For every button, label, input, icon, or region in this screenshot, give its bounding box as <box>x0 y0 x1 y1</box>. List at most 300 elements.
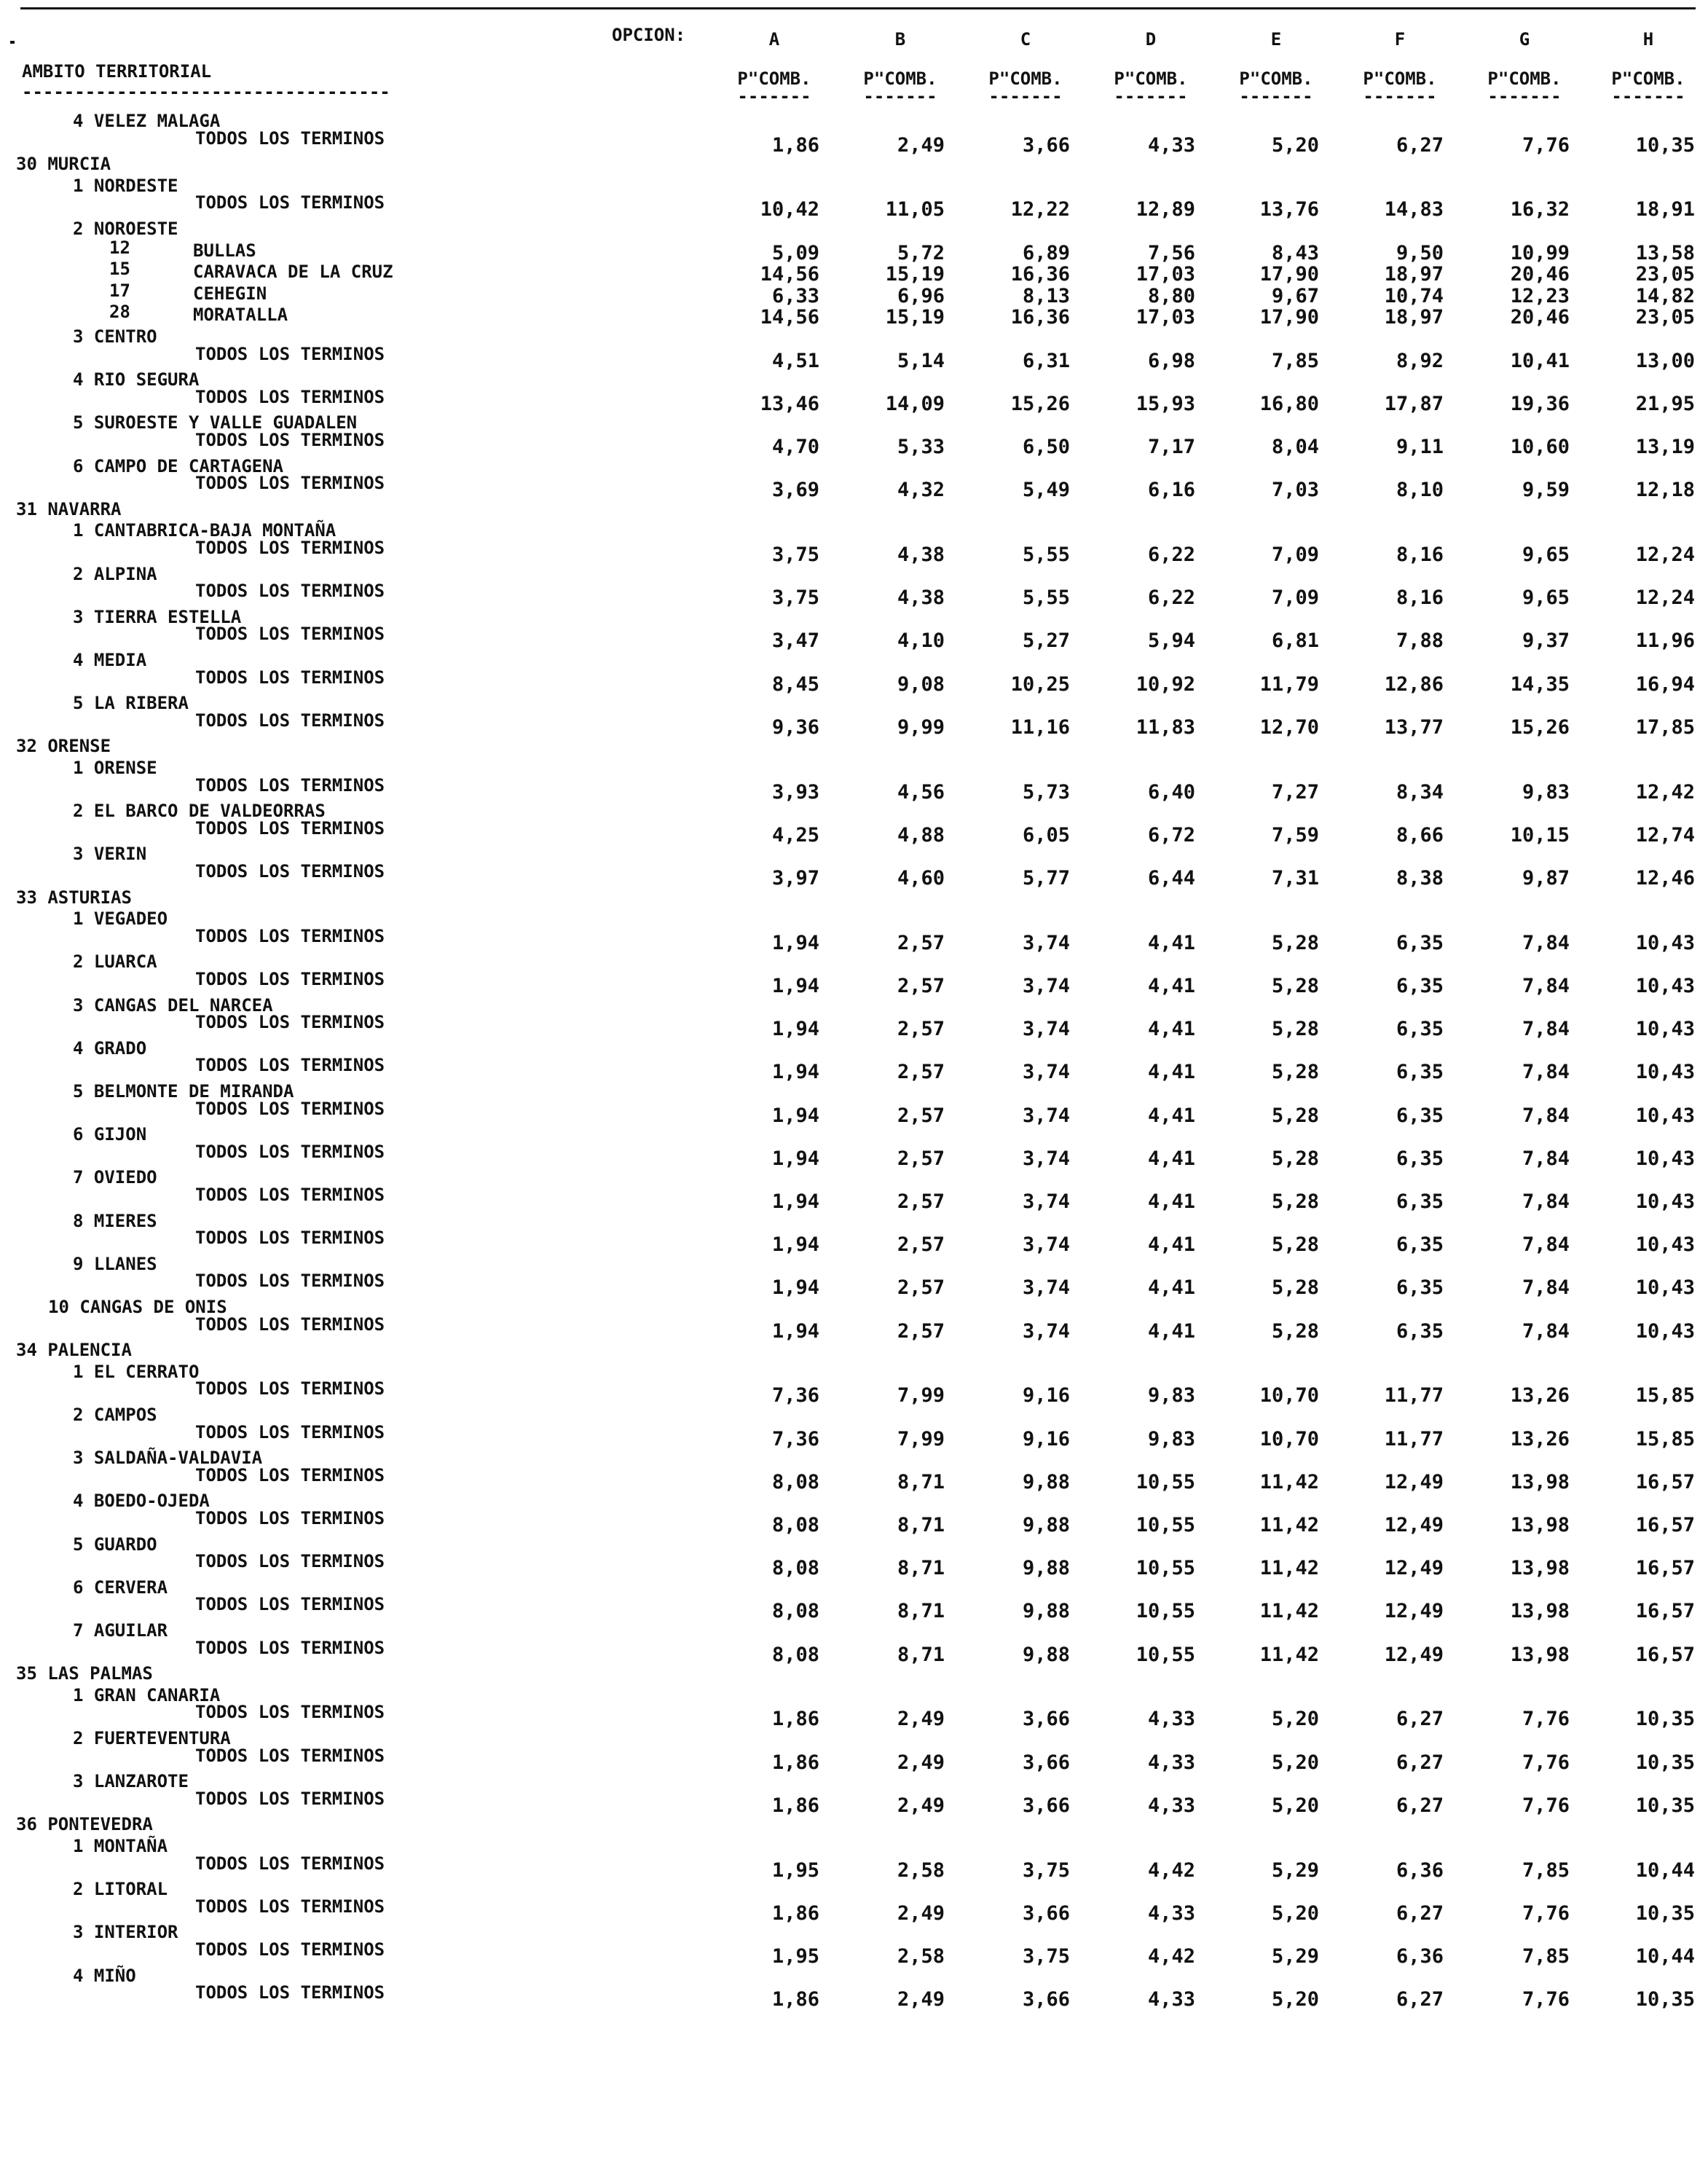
value-b: 4,60 <box>897 867 945 890</box>
row-label: TODOS LOS TERMINOS <box>195 1055 385 1076</box>
value-e: 5,28 <box>1271 1190 1319 1213</box>
row-label: TODOS LOS TERMINOS <box>195 1141 385 1162</box>
value-e: 5,28 <box>1271 931 1319 954</box>
row-label: 1 MONTAÑA <box>73 1836 168 1856</box>
value-f: 11,77 <box>1384 1427 1444 1450</box>
value-a: 1,86 <box>771 1751 819 1774</box>
value-b: 2,58 <box>897 1858 945 1882</box>
value-g: 9,59 <box>1522 479 1570 502</box>
row-label: TODOS LOS TERMINOS <box>195 1637 385 1658</box>
value-h: 16,57 <box>1635 1514 1695 1536</box>
value-f: 6,35 <box>1396 931 1444 954</box>
value-h: 10,44 <box>1635 1945 1695 1968</box>
row-label: TODOS LOS TERMINOS <box>195 581 385 602</box>
value-a: 1,86 <box>771 1988 819 2011</box>
row-label: 4 MIÑO <box>73 1965 136 1986</box>
value-e: 5,20 <box>1271 1751 1319 1774</box>
value-d: 4,33 <box>1147 1708 1195 1731</box>
row-label: TODOS LOS TERMINOS <box>195 430 385 450</box>
value-e: 5,28 <box>1271 1276 1319 1300</box>
row-label: TODOS LOS TERMINOS <box>195 192 385 213</box>
row-label: 4 VELEZ MALAGA <box>73 111 221 131</box>
value-d: 4,41 <box>1147 1233 1195 1257</box>
value-h: 10,43 <box>1635 931 1695 954</box>
value-g: 12,23 <box>1510 284 1570 307</box>
value-h: 23,05 <box>1635 306 1695 329</box>
value-h: 14,82 <box>1635 284 1695 307</box>
value-c: 5,55 <box>1022 586 1070 610</box>
value-d: 8,80 <box>1147 284 1195 307</box>
value-a: 1,95 <box>771 1858 819 1882</box>
ambito-territorial-heading: AMBITO TERRITORIAL <box>22 61 212 82</box>
value-c: 3,74 <box>1022 931 1070 954</box>
value-b: 5,33 <box>897 436 945 458</box>
value-e: 10,70 <box>1259 1384 1319 1408</box>
value-h: 16,57 <box>1635 1557 1695 1580</box>
value-d: 10,92 <box>1136 672 1195 696</box>
value-b: 4,56 <box>897 780 945 804</box>
value-e: 5,29 <box>1271 1858 1319 1882</box>
value-g: 10,41 <box>1510 349 1570 372</box>
value-f: 10,74 <box>1384 284 1444 307</box>
value-a: 1,94 <box>771 931 819 954</box>
value-d: 6,44 <box>1147 867 1195 890</box>
value-c: 3,74 <box>1022 1061 1070 1084</box>
value-e: 5,28 <box>1271 1061 1319 1084</box>
value-b: 6,96 <box>897 284 945 307</box>
value-c: 15,26 <box>1010 392 1070 415</box>
value-b: 2,57 <box>897 1319 945 1343</box>
value-f: 8,10 <box>1396 479 1444 502</box>
value-h: 10,43 <box>1635 1104 1695 1127</box>
value-e: 5,28 <box>1271 1104 1319 1127</box>
value-d: 12,89 <box>1136 198 1195 221</box>
value-f: 8,34 <box>1396 780 1444 804</box>
value-g: 7,76 <box>1522 1794 1570 1817</box>
value-b: 4,38 <box>897 586 945 610</box>
value-h: 11,96 <box>1635 629 1695 653</box>
value-c: 9,88 <box>1022 1514 1070 1536</box>
value-e: 7,85 <box>1271 349 1319 372</box>
value-c: 3,74 <box>1022 1276 1070 1300</box>
row-label: 3 LANZAROTE <box>73 1771 189 1792</box>
column-letter-f: F <box>1394 29 1406 50</box>
value-b: 2,49 <box>897 133 945 157</box>
value-d: 10,55 <box>1136 1514 1195 1536</box>
value-b: 2,57 <box>897 1276 945 1300</box>
value-h: 23,05 <box>1635 263 1695 286</box>
row-label: TODOS LOS TERMINOS <box>195 1594 385 1615</box>
column-underline: ------- <box>988 86 1063 106</box>
value-g: 13,26 <box>1510 1427 1570 1450</box>
row-label: 1 VEGADEO <box>73 908 168 930</box>
value-b: 9,08 <box>897 672 945 696</box>
row-label: TODOS LOS TERMINOS <box>195 538 385 558</box>
row-label: 1 CANTABRICA-BAJA MONTAÑA <box>73 520 337 541</box>
value-e: 11,42 <box>1259 1600 1319 1623</box>
value-e: 7,27 <box>1271 780 1319 804</box>
value-g: 20,46 <box>1510 306 1570 329</box>
value-b: 4,38 <box>897 543 945 566</box>
row-label: 6 GIJON <box>73 1124 147 1145</box>
value-b: 2,49 <box>897 1708 945 1731</box>
row-label: 31 NAVARRA <box>16 498 122 519</box>
value-d: 9,83 <box>1147 1384 1195 1408</box>
row-label: 2 FUERTEVENTURA <box>73 1728 231 1748</box>
value-f: 6,27 <box>1396 1901 1444 1925</box>
value-c: 9,16 <box>1022 1427 1070 1450</box>
row-label: 8 MIERES <box>73 1210 157 1231</box>
column-letter-g: G <box>1519 29 1530 50</box>
value-f: 8,38 <box>1396 867 1444 890</box>
row-label: 2 LUARCA <box>73 951 157 973</box>
value-f: 17,87 <box>1384 392 1444 415</box>
value-a: 1,94 <box>771 1018 819 1041</box>
value-d: 15,93 <box>1136 392 1195 415</box>
value-a: 3,69 <box>771 479 819 502</box>
row-label: TODOS LOS TERMINOS <box>195 1853 385 1874</box>
value-f: 6,35 <box>1396 975 1444 997</box>
value-d: 4,42 <box>1147 1945 1195 1968</box>
value-d: 4,41 <box>1147 1276 1195 1300</box>
value-b: 15,19 <box>885 263 945 286</box>
value-h: 16,57 <box>1635 1470 1695 1493</box>
value-g: 7,84 <box>1522 1018 1570 1041</box>
column-letter-c: C <box>1020 29 1031 50</box>
value-a: 10,42 <box>760 198 819 221</box>
value-d: 7,56 <box>1147 241 1195 264</box>
value-b: 11,05 <box>885 198 945 221</box>
value-e: 5,29 <box>1271 1945 1319 1968</box>
value-d: 10,55 <box>1136 1557 1195 1580</box>
value-f: 7,88 <box>1396 629 1444 653</box>
value-e: 8,04 <box>1271 436 1319 458</box>
value-a: 7,36 <box>771 1427 819 1450</box>
value-g: 13,98 <box>1510 1643 1570 1666</box>
row-label: 2 ALPINA <box>73 563 157 584</box>
value-c: 9,88 <box>1022 1600 1070 1623</box>
row-label: TODOS LOS TERMINOS <box>195 1982 385 2003</box>
value-g: 10,15 <box>1510 823 1570 847</box>
value-d: 6,22 <box>1147 586 1195 610</box>
value-h: 12,42 <box>1635 780 1695 804</box>
value-f: 6,35 <box>1396 1190 1444 1213</box>
value-c: 3,66 <box>1022 1988 1070 2011</box>
value-g: 9,65 <box>1522 586 1570 610</box>
column-subheader: P"COMB. <box>863 68 937 89</box>
value-f: 6,35 <box>1396 1061 1444 1084</box>
value-c: 6,05 <box>1022 823 1070 847</box>
value-d: 4,33 <box>1147 1751 1195 1774</box>
value-d: 4,33 <box>1147 1988 1195 2011</box>
column-letter-b: B <box>894 29 906 50</box>
value-d: 6,16 <box>1147 479 1195 502</box>
row-label: TODOS LOS TERMINOS <box>195 1012 385 1033</box>
value-e: 5,20 <box>1271 1988 1319 2011</box>
value-f: 8,16 <box>1396 543 1444 566</box>
value-g: 13,98 <box>1510 1470 1570 1493</box>
value-e: 12,70 <box>1259 715 1319 739</box>
value-a: 8,08 <box>771 1470 819 1493</box>
value-a: 4,51 <box>771 349 819 372</box>
value-a: 5,09 <box>771 241 819 264</box>
value-h: 10,43 <box>1635 1319 1695 1343</box>
row-label: 2 CAMPOS <box>73 1405 157 1425</box>
value-b: 2,57 <box>897 1233 945 1257</box>
value-a: 8,08 <box>771 1514 819 1536</box>
value-d: 10,55 <box>1136 1470 1195 1493</box>
value-d: 4,33 <box>1147 1794 1195 1817</box>
value-d: 4,41 <box>1147 1319 1195 1343</box>
row-label: TODOS LOS TERMINOS <box>195 1098 385 1119</box>
row-label: TODOS LOS TERMINOS <box>195 1314 385 1335</box>
row-label: 36 PONTEVEDRA <box>16 1814 153 1835</box>
value-f: 12,49 <box>1384 1514 1444 1536</box>
value-h: 15,85 <box>1635 1427 1695 1450</box>
value-b: 5,72 <box>897 241 945 264</box>
value-b: 2,49 <box>897 1901 945 1925</box>
value-c: 9,16 <box>1022 1384 1070 1408</box>
row-label: TODOS LOS TERMINOS <box>195 1464 385 1485</box>
value-e: 5,28 <box>1271 975 1319 997</box>
value-c: 3,75 <box>1022 1945 1070 1968</box>
row-label: 30 MURCIA <box>16 154 111 175</box>
value-b: 2,57 <box>897 975 945 997</box>
value-d: 4,41 <box>1147 1190 1195 1213</box>
value-e: 17,90 <box>1259 263 1319 286</box>
value-b: 8,71 <box>897 1514 945 1536</box>
value-d: 4,42 <box>1147 1858 1195 1882</box>
value-a: 1,94 <box>771 1190 819 1213</box>
column-subheader: P"COMB. <box>1487 68 1562 89</box>
value-h: 10,43 <box>1635 1233 1695 1257</box>
value-c: 11,16 <box>1010 715 1070 739</box>
value-c: 5,27 <box>1022 629 1070 653</box>
column-subheader: P"COMB. <box>737 68 811 89</box>
column-subheader: P"COMB. <box>1239 68 1313 89</box>
value-g: 7,85 <box>1522 1858 1570 1882</box>
value-c: 3,66 <box>1022 1751 1070 1774</box>
value-f: 6,35 <box>1396 1319 1444 1343</box>
row-label: 1 NORDESTE <box>73 175 178 196</box>
value-c: 6,50 <box>1022 436 1070 458</box>
value-g: 7,76 <box>1522 1751 1570 1774</box>
column-underline: ------- <box>1487 86 1562 106</box>
row-label: 5 BELMONTE DE MIRANDA <box>73 1081 294 1102</box>
value-g: 7,84 <box>1522 1061 1570 1084</box>
value-c: 3,66 <box>1022 133 1070 157</box>
value-c: 12,22 <box>1010 198 1070 221</box>
value-b: 9,99 <box>897 715 945 739</box>
value-e: 11,42 <box>1259 1514 1319 1536</box>
value-f: 6,35 <box>1396 1018 1444 1041</box>
municipality-code: 28 <box>109 302 130 323</box>
value-g: 13,98 <box>1510 1557 1570 1580</box>
value-a: 7,36 <box>771 1384 819 1408</box>
row-label: 5 LA RIBERA <box>73 693 189 714</box>
row-label: 35 LAS PALMAS <box>16 1663 153 1684</box>
value-c: 6,31 <box>1022 349 1070 372</box>
value-g: 16,32 <box>1510 198 1570 221</box>
value-f: 6,36 <box>1396 1858 1444 1882</box>
value-b: 2,57 <box>897 931 945 954</box>
value-f: 18,97 <box>1384 306 1444 329</box>
value-a: 14,56 <box>760 263 819 286</box>
row-label: TODOS LOS TERMINOS <box>195 1551 385 1572</box>
value-e: 7,59 <box>1271 823 1319 847</box>
value-e: 5,20 <box>1271 133 1319 157</box>
row-label: TODOS LOS TERMINOS <box>195 1378 385 1399</box>
value-g: 7,84 <box>1522 1104 1570 1127</box>
value-a: 14,56 <box>760 306 819 329</box>
value-g: 7,84 <box>1522 1233 1570 1257</box>
row-label: 2 LITORAL <box>73 1879 168 1900</box>
value-d: 17,03 <box>1136 306 1195 329</box>
ambito-underline: ----------------------------------- <box>22 82 390 102</box>
value-e: 13,76 <box>1259 198 1319 221</box>
value-d: 6,72 <box>1147 823 1195 847</box>
row-label: TODOS LOS TERMINOS <box>195 667 385 688</box>
column-underline: ------- <box>1611 86 1685 106</box>
value-b: 8,71 <box>897 1643 945 1666</box>
value-c: 9,88 <box>1022 1557 1070 1580</box>
value-b: 7,99 <box>897 1384 945 1408</box>
value-c: 3,74 <box>1022 1104 1070 1127</box>
column-subheader: P"COMB. <box>1363 68 1437 89</box>
row-label: 3 INTERIOR <box>73 1922 178 1943</box>
value-b: 8,71 <box>897 1600 945 1623</box>
value-a: 9,36 <box>771 715 819 739</box>
value-a: 1,94 <box>771 1276 819 1300</box>
value-a: 1,86 <box>771 1901 819 1925</box>
value-d: 4,33 <box>1147 1901 1195 1925</box>
value-a: 1,94 <box>771 1147 819 1170</box>
value-d: 11,83 <box>1136 715 1195 739</box>
value-c: 3,66 <box>1022 1708 1070 1731</box>
value-a: 1,94 <box>771 1104 819 1127</box>
value-e: 8,43 <box>1271 241 1319 264</box>
value-b: 8,71 <box>897 1557 945 1580</box>
value-c: 16,36 <box>1010 263 1070 286</box>
value-b: 2,57 <box>897 1147 945 1170</box>
top-rule <box>20 7 1696 9</box>
value-d: 4,41 <box>1147 931 1195 954</box>
value-b: 2,49 <box>897 1751 945 1774</box>
value-g: 7,76 <box>1522 1708 1570 1731</box>
row-label: 1 ORENSE <box>73 758 157 778</box>
value-g: 7,84 <box>1522 931 1570 954</box>
value-h: 10,44 <box>1635 1858 1695 1882</box>
value-g: 7,84 <box>1522 1276 1570 1300</box>
value-f: 8,92 <box>1396 349 1444 372</box>
value-e: 5,20 <box>1271 1901 1319 1925</box>
value-g: 9,87 <box>1522 867 1570 890</box>
value-b: 2,57 <box>897 1061 945 1084</box>
value-h: 16,57 <box>1635 1600 1695 1623</box>
value-a: 1,94 <box>771 1233 819 1257</box>
value-a: 1,86 <box>771 1708 819 1731</box>
value-a: 4,25 <box>771 823 819 847</box>
value-a: 4,70 <box>771 436 819 458</box>
opcion-label: OPCION: <box>612 25 686 45</box>
value-b: 2,57 <box>897 1104 945 1127</box>
column-underline: ------- <box>1239 86 1313 106</box>
row-label: CARAVACA DE LA CRUZ <box>193 262 393 283</box>
value-g: 13,98 <box>1510 1514 1570 1536</box>
column-underline: ------- <box>1114 86 1188 106</box>
row-label: TODOS LOS TERMINOS <box>195 817 385 839</box>
value-c: 3,66 <box>1022 1901 1070 1925</box>
row-label: TODOS LOS TERMINOS <box>195 861 385 882</box>
municipality-code: 12 <box>109 237 130 258</box>
value-h: 10,35 <box>1635 133 1695 157</box>
value-e: 7,09 <box>1271 586 1319 610</box>
column-letter-a: A <box>768 29 780 50</box>
row-label: CEHEGIN <box>193 283 267 304</box>
value-c: 16,36 <box>1010 306 1070 329</box>
value-d: 4,41 <box>1147 975 1195 997</box>
column-subheader: P"COMB. <box>988 68 1063 89</box>
row-label: 2 NOROESTE <box>73 219 178 239</box>
value-d: 4,41 <box>1147 1018 1195 1041</box>
value-e: 11,42 <box>1259 1643 1319 1666</box>
row-label: TODOS LOS TERMINOS <box>195 386 385 407</box>
value-h: 16,57 <box>1635 1643 1695 1666</box>
row-label: 10 CANGAS DE ONIS <box>48 1297 227 1317</box>
value-h: 13,58 <box>1635 241 1695 264</box>
value-g: 9,83 <box>1522 780 1570 804</box>
value-f: 12,49 <box>1384 1557 1444 1580</box>
value-c: 3,74 <box>1022 975 1070 997</box>
row-label: 3 CANGAS DEL NARCEA <box>73 994 273 1016</box>
row-label: 9 LLANES <box>73 1253 157 1274</box>
row-label: TODOS LOS TERMINOS <box>195 473 385 494</box>
value-g: 7,85 <box>1522 1945 1570 1968</box>
value-a: 8,08 <box>771 1557 819 1580</box>
value-d: 17,03 <box>1136 263 1195 286</box>
value-d: 9,83 <box>1147 1427 1195 1450</box>
column-underline: ------- <box>863 86 937 106</box>
row-label: TODOS LOS TERMINOS <box>195 925 385 946</box>
row-label: 4 GRADO <box>73 1037 147 1059</box>
row-label: TODOS LOS TERMINOS <box>195 774 385 796</box>
value-c: 5,73 <box>1022 780 1070 804</box>
row-label: 32 ORENSE <box>16 736 111 757</box>
value-f: 18,97 <box>1384 263 1444 286</box>
value-e: 7,03 <box>1271 479 1319 502</box>
row-label: TODOS LOS TERMINOS <box>195 1939 385 1960</box>
value-e: 5,28 <box>1271 1233 1319 1257</box>
value-f: 6,27 <box>1396 1751 1444 1774</box>
row-label: 5 SUROESTE Y VALLE GUADALEN <box>73 412 358 433</box>
value-g: 9,65 <box>1522 543 1570 566</box>
value-g: 14,35 <box>1510 672 1570 696</box>
value-f: 13,77 <box>1384 715 1444 739</box>
value-c: 3,74 <box>1022 1233 1070 1257</box>
value-f: 6,35 <box>1396 1147 1444 1170</box>
value-h: 10,35 <box>1635 1708 1695 1731</box>
value-h: 15,85 <box>1635 1384 1695 1408</box>
row-label: 7 OVIEDO <box>73 1167 157 1188</box>
value-h: 16,94 <box>1635 672 1695 696</box>
value-c: 5,77 <box>1022 867 1070 890</box>
value-e: 7,09 <box>1271 543 1319 566</box>
row-label: TODOS LOS TERMINOS <box>195 343 385 364</box>
row-label: TODOS LOS TERMINOS <box>195 1702 385 1723</box>
column-underline: ------- <box>737 86 811 106</box>
value-b: 2,49 <box>897 1794 945 1817</box>
margin-mark <box>10 41 15 44</box>
